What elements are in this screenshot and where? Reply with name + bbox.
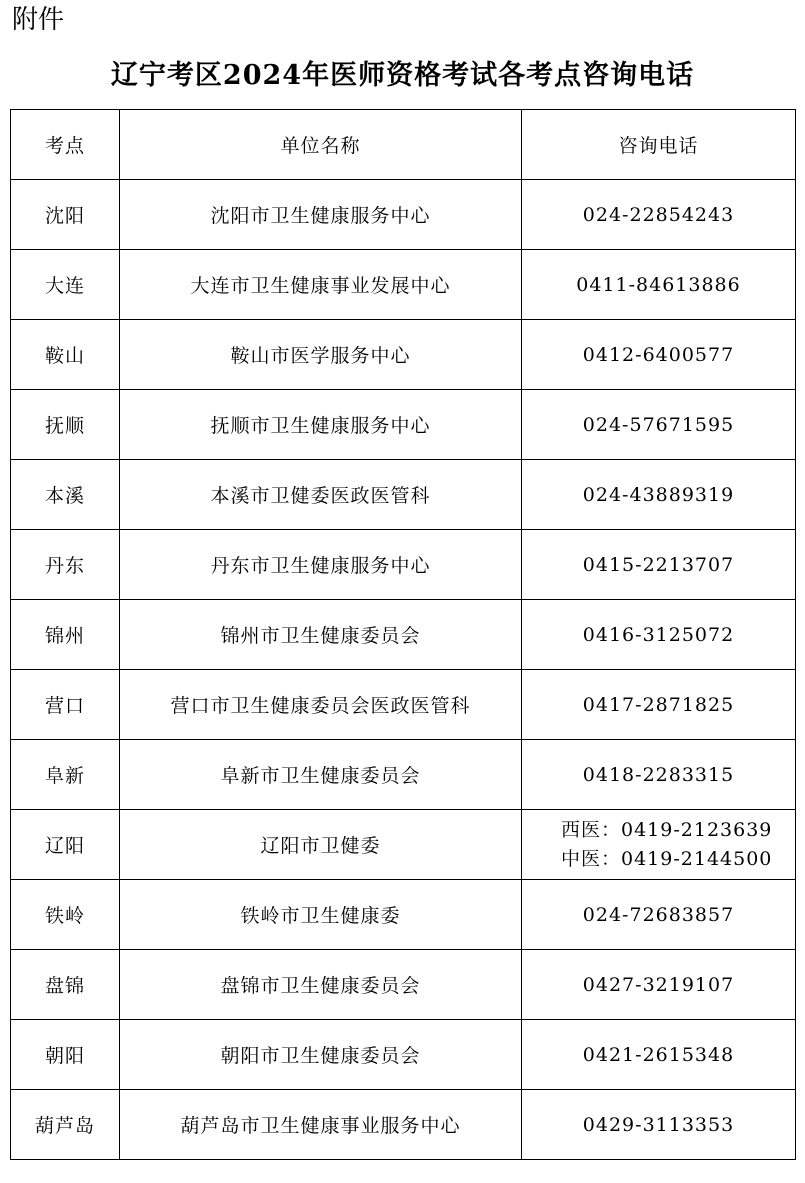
header-site: 考点: [11, 110, 120, 180]
table-row: [11, 180, 796, 250]
cell-unit: 锦州市卫生健康委员会: [120, 600, 522, 670]
cell-site: 大连: [11, 250, 120, 320]
cell-site: 辽阳: [11, 810, 120, 880]
table-row: [11, 600, 796, 670]
phone-number: 西医：0419-2123639: [561, 818, 773, 841]
cell-site: 葫芦岛: [11, 1090, 120, 1160]
cell-phone: 0417-2871825: [522, 670, 796, 740]
table-row: [11, 320, 796, 390]
contact-table: [10, 109, 796, 1160]
cell-site: 沈阳: [11, 180, 120, 250]
document-title: 辽宁考区2024年医师资格考试各考点咨询电话: [110, 60, 695, 91]
header-phone: 咨询电话: [522, 110, 796, 180]
table-row: [11, 670, 796, 740]
cell-phone: 024-22854243: [522, 180, 796, 250]
cell-unit: 本溪市卫健委医政医管科: [120, 460, 522, 530]
table-row: [11, 460, 796, 530]
cell-site: 鞍山: [11, 320, 120, 390]
cell-unit: 铁岭市卫生健康委: [120, 880, 522, 950]
cell-phone: 0416-3125072: [522, 600, 796, 670]
cell-phone: 0418-2283315: [522, 740, 796, 810]
cell-phone: 0421-2615348: [522, 1020, 796, 1090]
cell-phone: 0429-3113353: [522, 1090, 796, 1160]
table-row: [11, 810, 796, 880]
cell-unit: 辽阳市卫健委: [120, 810, 522, 880]
cell-phone: 0412-6400577: [522, 320, 796, 390]
cell-unit: 葫芦岛市卫生健康事业服务中心: [120, 1090, 522, 1160]
cell-site: 盘锦: [11, 950, 120, 1020]
table-row: [11, 880, 796, 950]
cell-site: 朝阳: [11, 1020, 120, 1090]
cell-site: 锦州: [11, 600, 120, 670]
cell-unit: 鞍山市医学服务中心: [120, 320, 522, 390]
cell-site: 阜新: [11, 740, 120, 810]
cell-site: 铁岭: [11, 880, 120, 950]
cell-unit: 大连市卫生健康事业发展中心: [120, 250, 522, 320]
table-row: [11, 530, 796, 600]
cell-phone: 0415-2213707: [522, 530, 796, 600]
cell-site: 丹东: [11, 530, 120, 600]
cell-unit: 抚顺市卫生健康服务中心: [120, 390, 522, 460]
attachment-label: 附件: [12, 5, 65, 35]
cell-phone: 0427-3219107: [522, 950, 796, 1020]
cell-phone: [522, 810, 796, 880]
table-body: [11, 180, 796, 1160]
cell-unit: 沈阳市卫生健康服务中心: [120, 180, 522, 250]
phone-number: 中医：0419-2144500: [561, 847, 773, 870]
cell-unit: 盘锦市卫生健康委员会: [120, 950, 522, 1020]
cell-site: 本溪: [11, 460, 120, 530]
cell-phone: 024-43889319: [522, 460, 796, 530]
cell-site: 营口: [11, 670, 120, 740]
table-row: [11, 390, 796, 460]
cell-site: 抚顺: [11, 390, 120, 460]
cell-phone: 024-72683857: [522, 880, 796, 950]
header-unit: 单位名称: [120, 110, 522, 180]
table-row: [11, 1020, 796, 1090]
table-header-row: [11, 110, 796, 180]
cell-phone: 0411-84613886: [522, 250, 796, 320]
table-row: [11, 950, 796, 1020]
table-row: [11, 250, 796, 320]
table-row: [11, 1090, 796, 1160]
cell-unit: 营口市卫生健康委员会医政医管科: [120, 670, 522, 740]
cell-unit: 朝阳市卫生健康委员会: [120, 1020, 522, 1090]
cell-unit: 阜新市卫生健康委员会: [120, 740, 522, 810]
table-row: [11, 740, 796, 810]
cell-unit: 丹东市卫生健康服务中心: [120, 530, 522, 600]
cell-phone: 024-57671595: [522, 390, 796, 460]
